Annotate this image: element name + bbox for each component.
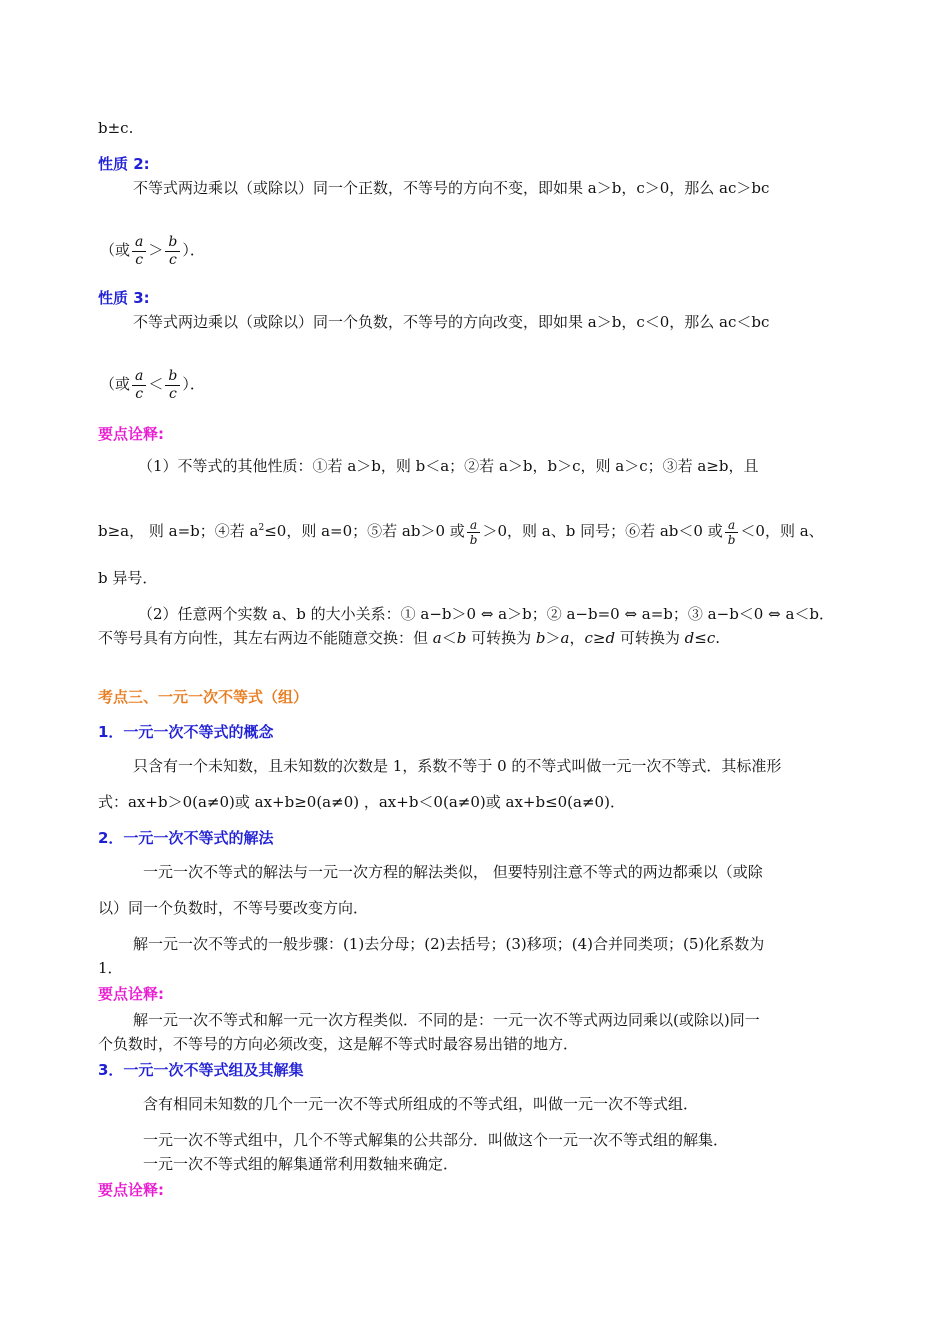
body-text: 1． <box>98 959 123 977</box>
body-text: 解一元一次不等式和解一元一次方程类似．不同的是：一元一次不等式两边同乘以(或除以)同一 <box>133 1011 760 1029</box>
formula-line <box>98 508 824 551</box>
fraction: $\frac{a}{c}$ <box>132 368 146 403</box>
body-text: 含有相同未知数的几个一元一次不等式所组成的不等式组，叫做一元一次不等式组． <box>143 1095 699 1113</box>
body-text: ＜0，则 a、 <box>740 522 824 540</box>
fraction: $\frac{a}{b}$ <box>725 518 739 547</box>
body-text: 一元一次不等式组的解集通常利用数轴来确定． <box>143 1155 459 1173</box>
body-text: 不等式两边乘以（或除以）同一个正数，不等号的方向不变，即如果 a＞b，c＞0，那么 ac＞bc <box>133 179 770 197</box>
subsection-heading: 1．一元一次不等式的概念 <box>98 723 274 741</box>
body-text: ≤0，则 a=0；⑤若 ab＞0 或 <box>264 522 465 540</box>
body-text: （2）任意两个实数 a、b 的大小关系：① a−b＞0 ⇔ a＞b；② a−b=0 ⇔ a=b；③ a−b＜0 ⇔ a＜b． <box>138 605 834 623</box>
body-text: 一元一次不等式的解法与一元一次方程的解法类似， 但要特别注意不等式的两边都乘以（或除 <box>143 863 763 881</box>
body-text: b≥a， 则 a=b；④若 a <box>98 522 259 540</box>
body-text: 解一元一次不等式的一般步骤：(1)去分母；(2)去括号；(3)移项；(4)合并同类项；(5)化系数为 <box>133 935 765 953</box>
operator: ＞ <box>148 241 164 259</box>
body-text: b±c. <box>98 119 134 137</box>
subsection-heading: 2．一元一次不等式的解法 <box>98 829 274 847</box>
body-text: （或 <box>100 241 131 259</box>
superscript: 2 <box>258 523 265 533</box>
key-point-heading: 要点诠释: <box>98 1181 164 1199</box>
body-text: ＞0，则 a、b 同号；⑥若 ab＜0 或 <box>482 522 723 540</box>
fraction: $\frac{a}{b}$ <box>467 518 481 547</box>
fraction: $\frac{b}{c}$ <box>165 368 180 403</box>
body-text: ）． <box>182 241 205 259</box>
property-2-heading: 性质 2: <box>98 155 150 173</box>
formula-line <box>100 364 205 404</box>
body-text: 不等式两边乘以（或除以）同一个负数，不等号的方向改变，即如果 a＞b，c＜0，那么 ac＜bc <box>133 313 770 331</box>
property-3-heading: 性质 3: <box>98 289 150 307</box>
fraction: $\frac{a}{c}$ <box>132 234 146 269</box>
subsection-heading: 3．一元一次不等式组及其解集 <box>98 1061 304 1079</box>
body-text: 式：ax+b＞0(a≠0)或 ax+b≥0(a≠0) ，ax+b＜0(a≠0)或 ax+b≤0(a≠0)． <box>98 793 625 811</box>
operator: ＜ <box>148 375 164 393</box>
fraction: $\frac{b}{c}$ <box>165 234 180 269</box>
body-text: （或 <box>100 375 131 393</box>
section-heading: 考点三、一元一次不等式（组） <box>98 688 309 706</box>
body-text: 一元一次不等式组中，几个不等式解集的公共部分．叫做这个一元一次不等式组的解集． <box>143 1131 729 1149</box>
formula-line: 不等号具有方向性，其左右两边不能随意交换：但 a＜b 可转换为 b＞a，c≥d 可转换为 d≤c. <box>98 629 721 647</box>
body-text: （1）不等式的其他性质：①若 a＞b，则 b＜a；②若 a＞b，b＞c，则 a＞c；③若 a≥b，且 <box>138 457 759 475</box>
body-text: b 异号． <box>98 569 158 587</box>
formula-line <box>100 230 205 270</box>
body-text: 个负数时，不等号的方向必须改变，这是解不等式时最容易出错的地方． <box>98 1035 579 1053</box>
key-point-heading: 要点诠释: <box>98 425 164 443</box>
body-text: 以）同一个负数时，不等号要改变方向． <box>98 899 369 917</box>
key-point-heading: 要点诠释: <box>98 985 164 1003</box>
body-text: 只含有一个未知数，且未知数的次数是 1，系数不等于 0 的不等式叫做一元一次不等式．其标准形 <box>133 757 782 775</box>
body-text: ）． <box>182 375 205 393</box>
